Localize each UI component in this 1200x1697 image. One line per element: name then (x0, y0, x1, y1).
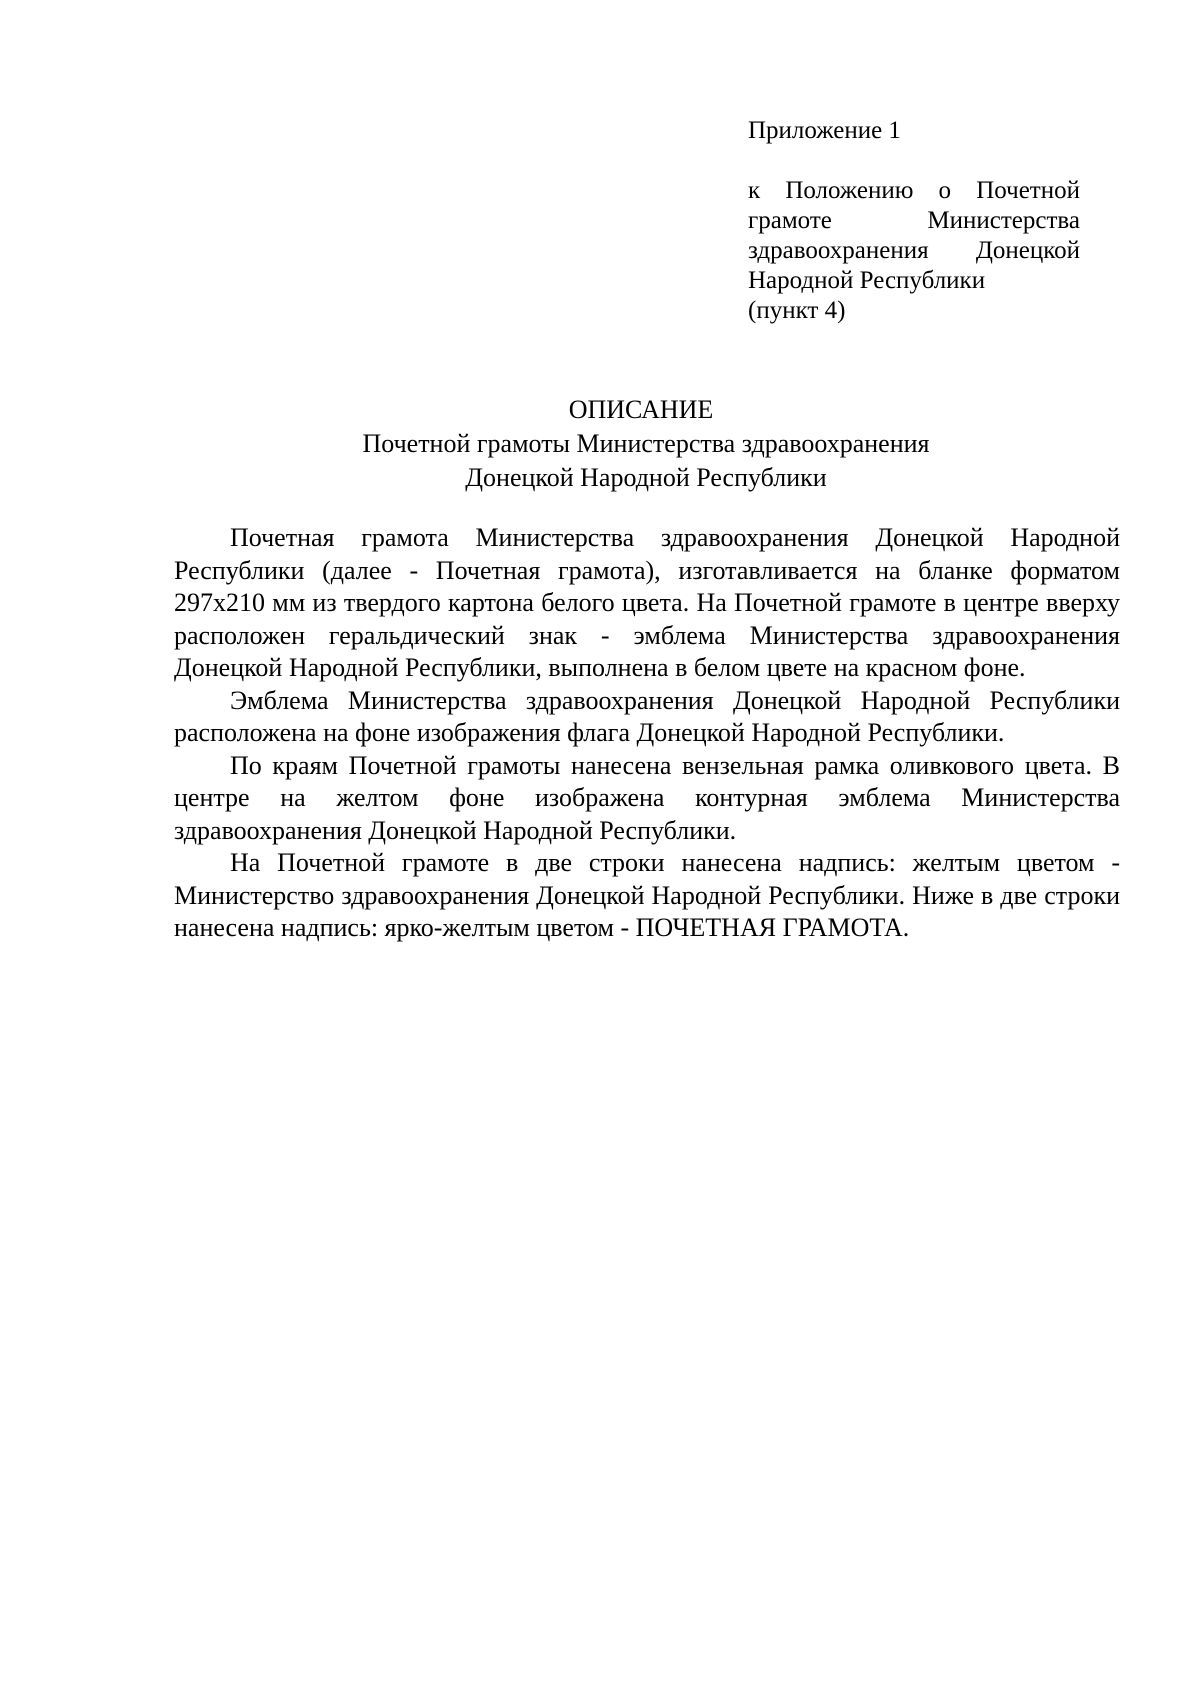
appendix-line-2: грамоте Министерства (748, 207, 1080, 234)
document-subtitle-line-1: Почетной грамоты Министерства здравоохранения (362, 429, 930, 458)
appendix-line-3: здравоохранения Донецкой (748, 237, 1080, 264)
paragraph: На Почетной грамоте в две строки нанесена надпись: желтым цветом - Министерство здравоохранения Донецкой Народной Республики. Ниже в две строки нанесена надпись: ярко-желтым цветом - ПОЧЕТНАЯ ГРАМОТА. (174, 848, 1120, 942)
appendix-line-1: к Положению о Почетной (748, 177, 1080, 204)
appendix-title: Приложение 1 (748, 117, 901, 144)
paragraph: По краям Почетной грамоты нанесена вензельная рамка оливкового цвета. В центре на желтом фоне изображена контурная эмблема Министерства здравоохранения Донецкой Народной Республики. (174, 750, 1120, 845)
appendix-reference (748, 176, 1080, 326)
document-title: ОПИСАНИЕ (568, 395, 714, 424)
paragraph: Эмблема Министерства здравоохранения Донецкой Народной Республики расположена на фоне изображения флага Донецкой Народной Республики. (174, 685, 1120, 747)
document-body (174, 522, 1120, 945)
document-subtitle-line-2: Донецкой Народной Республики (465, 463, 827, 492)
appendix-line-4: Народной Республики (748, 267, 986, 294)
document-heading (172, 393, 1120, 495)
appendix-block (748, 116, 1080, 326)
appendix-line-5: (пункт 4) (748, 297, 846, 324)
paragraph: Почетная грамота Министерства здравоохранения Донецкой Народной Республики (далее - Почетная грамота), изготавливается на бланке форматом 297х210 мм из твердого картона белого цвета. На Почетной грамоте в центре вверху расположен геральдический знак - эмблема Министерства здравоохранения Донецкой Народной Республики, выполнена в белом цвете на красном фоне. (174, 523, 1120, 682)
